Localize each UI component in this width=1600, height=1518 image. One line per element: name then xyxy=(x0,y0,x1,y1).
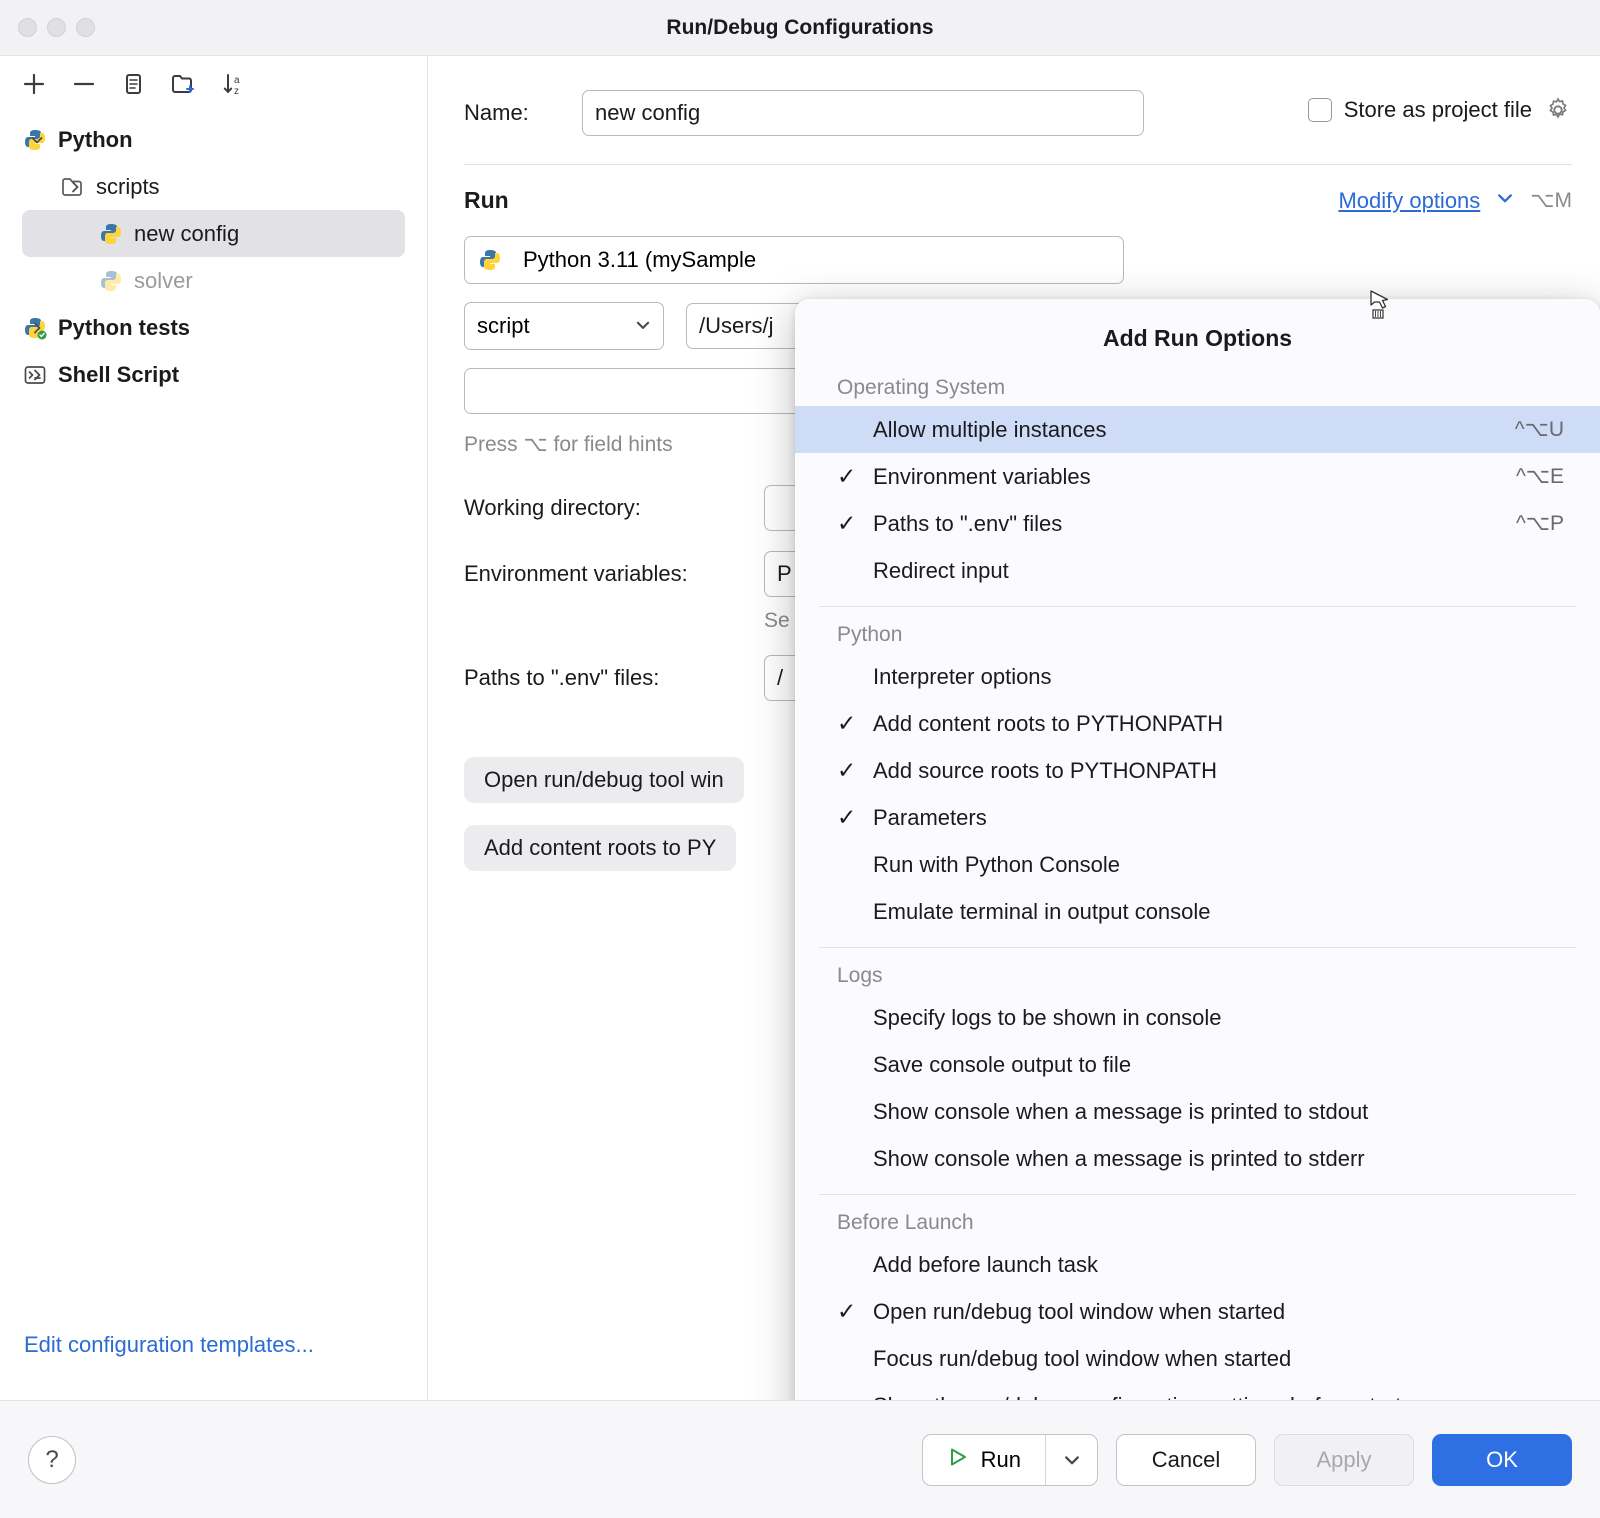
zoom-window-button[interactable] xyxy=(76,18,95,37)
python-icon xyxy=(477,247,503,273)
popup-item-environment-variables[interactable] xyxy=(795,453,1600,500)
popup-item-open-tool-window[interactable] xyxy=(795,1288,1600,1335)
check-icon: ✓ xyxy=(837,463,857,489)
popup-item-label: Show console when a message is printed to stderr xyxy=(873,1145,1365,1171)
script-type-value: script xyxy=(477,313,530,338)
tree-item-python-tests[interactable] xyxy=(0,304,427,351)
check-icon: ✓ xyxy=(837,510,857,536)
configurations-tree[interactable] xyxy=(0,112,427,1290)
tree-item-scripts[interactable] xyxy=(0,163,427,210)
check-icon: ✓ xyxy=(837,757,857,783)
add-icon[interactable] xyxy=(20,70,48,98)
chevron-right-icon[interactable] xyxy=(30,321,44,335)
apply-button[interactable]: Apply xyxy=(1274,1434,1414,1486)
popup-item-allow-multiple-instances[interactable] xyxy=(795,406,1600,453)
popup-divider xyxy=(819,1194,1576,1195)
popup-item-specify-logs[interactable] xyxy=(795,994,1600,1041)
run-dropdown-button[interactable] xyxy=(1045,1435,1097,1485)
ok-button[interactable]: OK xyxy=(1432,1434,1572,1486)
modify-options-shortcut: ⌥M xyxy=(1530,189,1572,212)
environment-note: Se xyxy=(764,609,790,632)
add-run-options-popup xyxy=(795,299,1600,1454)
popup-divider xyxy=(819,947,1576,948)
popup-item-shortcut: ^⌥U xyxy=(1514,418,1564,441)
tree-item-solver[interactable] xyxy=(0,257,427,304)
popup-group-label-logs: Logs xyxy=(837,964,883,987)
popup-item-label: Show console when a message is printed to stdout xyxy=(873,1098,1369,1124)
chevron-down-icon[interactable] xyxy=(30,133,44,147)
pill-add-content-roots[interactable]: Add content roots to PY xyxy=(464,825,736,871)
popup-item-label: Interpreter options xyxy=(873,663,1052,689)
tree-item-label: Python tests xyxy=(58,314,191,340)
tree-item-label: solver xyxy=(134,267,193,293)
popup-item-label: Run with Python Console xyxy=(873,851,1121,877)
python-config-dim-icon xyxy=(98,268,124,294)
tree-item-label: new config xyxy=(134,220,240,246)
run-split-button[interactable] xyxy=(922,1434,1098,1486)
name-input[interactable] xyxy=(582,90,1144,136)
tree-item-label: Shell Script xyxy=(58,361,180,387)
popup-item-label: Save console output to file xyxy=(873,1051,1132,1077)
dialog-body xyxy=(0,56,1600,1400)
new-folder-icon[interactable] xyxy=(170,70,198,98)
tree-item-python[interactable] xyxy=(0,116,427,163)
tree-item-shell-script[interactable] xyxy=(0,351,427,398)
popup-item-add-before-launch-task[interactable] xyxy=(795,1241,1600,1288)
remove-icon[interactable] xyxy=(70,70,98,98)
script-type-select[interactable] xyxy=(464,302,664,350)
popup-item-label: Add source roots to PYTHONPATH xyxy=(873,757,1217,783)
popup-item-label: Add before launch task xyxy=(873,1251,1099,1277)
modify-options-link[interactable]: Modify options xyxy=(1338,187,1481,213)
working-directory-label: Working directory: xyxy=(464,495,641,520)
sidebar-footer xyxy=(0,1290,427,1400)
popup-item-show-console-stderr[interactable] xyxy=(795,1135,1600,1182)
popup-item-label: Parameters xyxy=(873,804,987,830)
help-button[interactable]: ? xyxy=(28,1436,76,1484)
run-section-title: Run xyxy=(464,187,509,213)
edit-configuration-templates-link[interactable]: Edit configuration templates... xyxy=(24,1332,314,1357)
popup-item-interpreter-options[interactable] xyxy=(795,653,1600,700)
tree-item-label: Python xyxy=(58,126,133,152)
dialog-footer xyxy=(0,1400,1600,1518)
cancel-button[interactable]: Cancel xyxy=(1116,1434,1256,1486)
configurations-sidebar xyxy=(0,56,428,1400)
chevron-down-icon[interactable] xyxy=(635,313,651,339)
popup-item-parameters[interactable] xyxy=(795,794,1600,841)
popup-item-label: Add content roots to PYTHONPATH xyxy=(873,710,1224,736)
popup-divider xyxy=(819,606,1576,607)
svg-text:z: z xyxy=(234,86,239,97)
popup-item-shortcut: ^⌥P xyxy=(1515,512,1564,535)
popup-item-show-console-stdout[interactable] xyxy=(795,1088,1600,1135)
popup-item-redirect-input[interactable] xyxy=(795,547,1600,594)
popup-item-shortcut: ^⌥E xyxy=(1515,465,1564,488)
popup-group-label-operating-system: Operating System xyxy=(837,376,1006,399)
pill-open-tool-window[interactable]: Open run/debug tool win xyxy=(464,757,744,803)
chevron-right-icon[interactable] xyxy=(68,180,82,194)
environment-variables-label: Environment variables: xyxy=(464,561,688,586)
popup-item-focus-tool-window[interactable] xyxy=(795,1335,1600,1382)
popup-item-label: Redirect input xyxy=(873,557,1009,583)
play-icon xyxy=(947,1446,969,1474)
env-paths-label: Paths to ".env" files: xyxy=(464,665,660,690)
popup-item-paths-to-env-files[interactable] xyxy=(795,500,1600,547)
popup-item-label: Environment variables xyxy=(873,463,1091,489)
title-bar xyxy=(0,0,1600,56)
popup-item-label: Focus run/debug tool window when started xyxy=(873,1345,1292,1371)
modify-options-group[interactable] xyxy=(1338,188,1572,214)
run-button-label: Run xyxy=(980,1446,1021,1472)
interpreter-value: Python 3.11 (mySample xyxy=(523,247,757,272)
svg-text:a: a xyxy=(234,75,240,86)
popup-item-label: Allow multiple instances xyxy=(873,416,1107,442)
popup-item-label: Paths to ".env" files xyxy=(873,510,1063,536)
popup-item-label: Open run/debug tool window when started xyxy=(873,1298,1286,1324)
run-section-header xyxy=(428,165,1600,214)
copy-icon[interactable] xyxy=(120,70,148,98)
popup-item-label: Specify logs to be shown in console xyxy=(873,1004,1222,1030)
chevron-right-icon[interactable] xyxy=(30,368,44,382)
check-icon: ✓ xyxy=(837,804,857,830)
popup-item-save-console-output[interactable] xyxy=(795,1041,1600,1088)
window-controls[interactable] xyxy=(18,18,95,37)
interpreter-select[interactable] xyxy=(464,236,1124,284)
popup-item-emulate-terminal[interactable] xyxy=(795,888,1600,935)
chevron-down-icon[interactable] xyxy=(1496,189,1514,212)
popup-item-add-content-roots[interactable] xyxy=(795,700,1600,747)
minimize-window-button[interactable] xyxy=(47,18,66,37)
python-config-icon xyxy=(98,221,124,247)
store-as-project-file-checkbox[interactable] xyxy=(1308,98,1332,122)
check-icon: ✓ xyxy=(837,710,857,736)
sort-icon[interactable] xyxy=(220,70,248,98)
sidebar-toolbar xyxy=(0,56,427,112)
popup-title: Add Run Options xyxy=(1102,325,1293,351)
window-title: Run/Debug Configurations xyxy=(666,15,934,39)
popup-item-label: Emulate terminal in output console xyxy=(873,898,1211,924)
tree-item-new-config[interactable] xyxy=(22,210,405,257)
store-as-project-file-row[interactable] xyxy=(1308,96,1572,124)
check-icon: ✓ xyxy=(837,1298,857,1324)
tree-item-label: scripts xyxy=(96,173,160,199)
footer-buttons xyxy=(922,1434,1572,1486)
field-hint: Press ⌥ for field hints xyxy=(464,433,673,456)
run-button[interactable] xyxy=(923,1435,1045,1485)
popup-group-label-before-launch: Before Launch xyxy=(837,1211,974,1234)
store-as-project-file-label: Store as project file xyxy=(1343,97,1532,122)
close-window-button[interactable] xyxy=(18,18,37,37)
popup-item-add-source-roots[interactable] xyxy=(795,747,1600,794)
name-label: Name: xyxy=(464,100,529,125)
interpreter-row[interactable] xyxy=(464,236,1572,284)
popup-item-run-with-python-console[interactable] xyxy=(795,841,1600,888)
popup-group-label-python: Python xyxy=(837,623,903,646)
gear-icon[interactable] xyxy=(1544,96,1572,124)
